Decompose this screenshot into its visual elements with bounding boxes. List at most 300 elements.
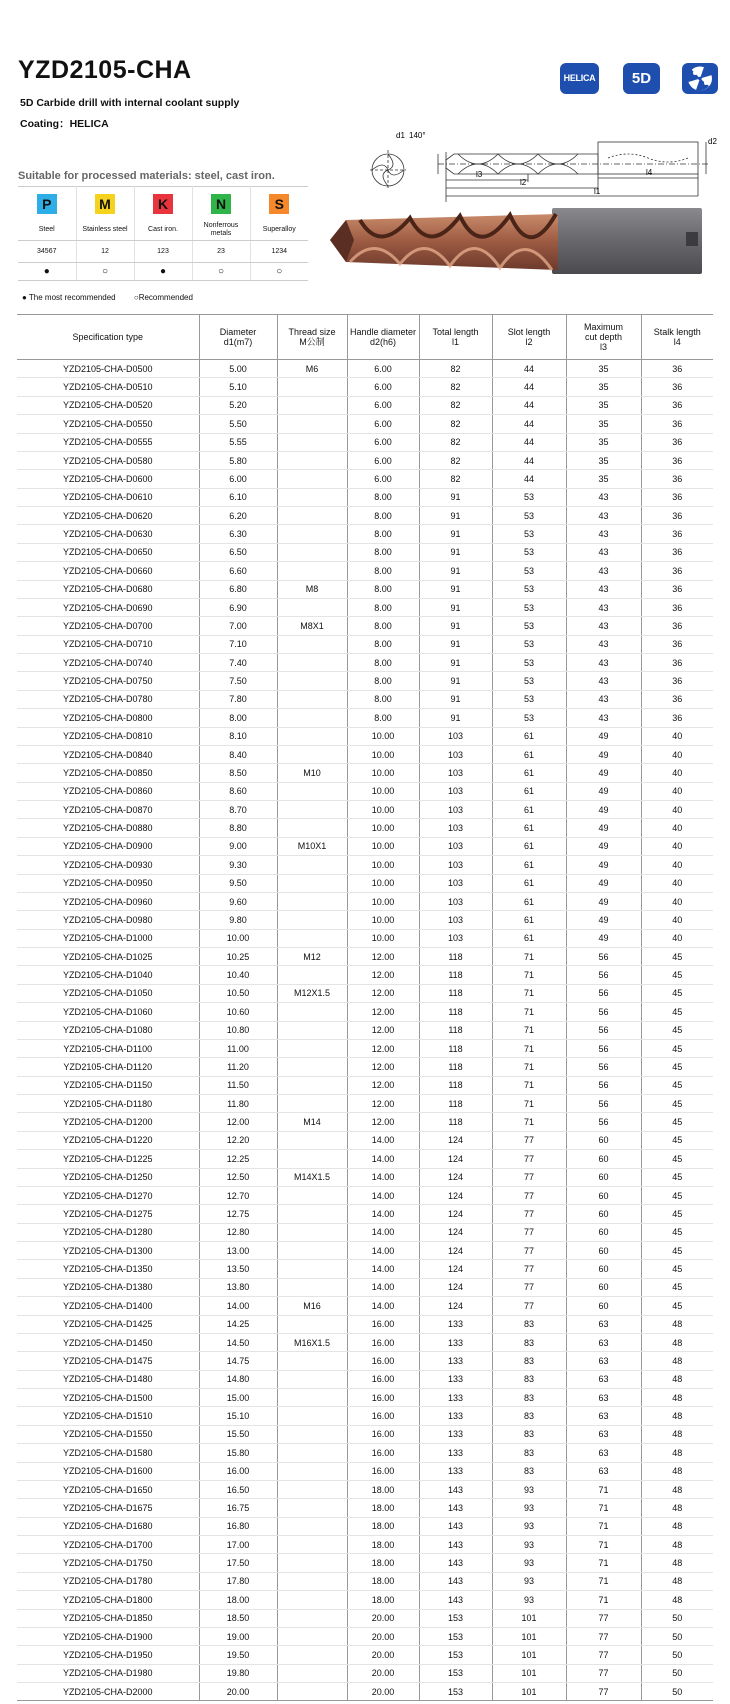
table-cell: 36 bbox=[641, 360, 713, 378]
table-cell: 6.00 bbox=[199, 470, 277, 488]
table-cell: 48 bbox=[641, 1536, 713, 1554]
table-cell: 10.00 bbox=[347, 801, 419, 819]
table-cell: YZD2105-CHA-D1750 bbox=[17, 1554, 199, 1572]
table-cell: YZD2105-CHA-D0810 bbox=[17, 727, 199, 745]
table-cell: 53 bbox=[492, 709, 566, 727]
table-cell: 71 bbox=[566, 1536, 641, 1554]
table-cell: 12.25 bbox=[199, 1150, 277, 1168]
table-cell: 153 bbox=[419, 1646, 492, 1664]
table-cell: 40 bbox=[641, 801, 713, 819]
product-subtitle: 5D Carbide drill with internal coolant supply bbox=[20, 97, 240, 109]
table-cell: 8.80 bbox=[199, 819, 277, 837]
table-cell bbox=[277, 1627, 347, 1645]
table-row bbox=[17, 1370, 713, 1388]
table-cell: M8X1 bbox=[277, 617, 347, 635]
table-cell: 48 bbox=[641, 1370, 713, 1388]
diagram-label-d1: d1 bbox=[396, 131, 405, 140]
material-p-cell bbox=[18, 187, 76, 221]
table-cell: 8.70 bbox=[199, 801, 277, 819]
table-cell: 18.50 bbox=[199, 1609, 277, 1627]
table-cell: 44 bbox=[492, 415, 566, 433]
table-cell: 10.00 bbox=[347, 856, 419, 874]
material-letter-badge: N bbox=[211, 194, 231, 214]
table-cell: 19.00 bbox=[199, 1627, 277, 1645]
table-cell: 91 bbox=[419, 635, 492, 653]
table-cell bbox=[277, 1352, 347, 1370]
table-cell: 133 bbox=[419, 1444, 492, 1462]
table-cell: 93 bbox=[492, 1517, 566, 1535]
table-cell: 18.00 bbox=[347, 1572, 419, 1590]
table-cell: 153 bbox=[419, 1683, 492, 1701]
table-cell bbox=[277, 745, 347, 763]
table-cell bbox=[277, 1444, 347, 1462]
table-cell: 71 bbox=[566, 1554, 641, 1572]
table-cell: 53 bbox=[492, 690, 566, 708]
table-cell: 71 bbox=[566, 1517, 641, 1535]
table-cell: 49 bbox=[566, 782, 641, 800]
table-cell: YZD2105-CHA-D0660 bbox=[17, 562, 199, 580]
table-cell: 6.00 bbox=[347, 451, 419, 469]
table-cell: 6.20 bbox=[199, 507, 277, 525]
table-row bbox=[17, 1389, 713, 1407]
table-cell: YZD2105-CHA-D0930 bbox=[17, 856, 199, 874]
table-cell: 6.00 bbox=[347, 415, 419, 433]
table-cell: 71 bbox=[492, 966, 566, 984]
table-cell: 16.00 bbox=[347, 1352, 419, 1370]
table-cell bbox=[277, 1223, 347, 1241]
table-cell: 20.00 bbox=[347, 1664, 419, 1682]
table-row bbox=[17, 690, 713, 708]
table-cell: 44 bbox=[492, 378, 566, 396]
table-cell: 20.00 bbox=[347, 1627, 419, 1645]
table-cell: 71 bbox=[492, 984, 566, 1002]
table-cell: 56 bbox=[566, 1021, 641, 1039]
table-cell: YZD2105-CHA-D0690 bbox=[17, 598, 199, 616]
table-cell: M10 bbox=[277, 764, 347, 782]
table-cell: 36 bbox=[641, 488, 713, 506]
table-cell: 91 bbox=[419, 598, 492, 616]
table-cell: 14.00 bbox=[347, 1278, 419, 1296]
table-cell: M16X1.5 bbox=[277, 1333, 347, 1351]
table-cell: 61 bbox=[492, 819, 566, 837]
table-cell: 44 bbox=[492, 396, 566, 414]
table-row bbox=[17, 507, 713, 525]
table-cell: 60 bbox=[566, 1131, 641, 1149]
table-cell bbox=[277, 801, 347, 819]
table-cell: 118 bbox=[419, 1113, 492, 1131]
table-cell bbox=[277, 690, 347, 708]
table-cell: 18.00 bbox=[199, 1591, 277, 1609]
table-cell: YZD2105-CHA-D1050 bbox=[17, 984, 199, 1002]
table-cell: 40 bbox=[641, 874, 713, 892]
table-cell: 18.00 bbox=[347, 1591, 419, 1609]
table-cell: 15.10 bbox=[199, 1407, 277, 1425]
table-row bbox=[17, 1150, 713, 1168]
legend-recommended: ○Recommended bbox=[133, 293, 193, 302]
table-row bbox=[17, 378, 713, 396]
table-cell: 16.00 bbox=[347, 1333, 419, 1351]
material-name: Cast iron. bbox=[134, 221, 192, 241]
table-cell: 103 bbox=[419, 727, 492, 745]
table-row bbox=[17, 1260, 713, 1278]
table-cell bbox=[277, 507, 347, 525]
table-cell bbox=[277, 1370, 347, 1388]
table-row bbox=[17, 1039, 713, 1057]
column-header: Thread size M公制 bbox=[277, 315, 347, 360]
table-row bbox=[17, 1297, 713, 1315]
column-header: Specification type bbox=[17, 315, 199, 360]
table-cell: 91 bbox=[419, 580, 492, 598]
material-grades: 1234 bbox=[250, 241, 308, 263]
table-cell: 83 bbox=[492, 1425, 566, 1443]
table-cell bbox=[277, 543, 347, 561]
table-cell: 101 bbox=[492, 1683, 566, 1701]
table-cell: 60 bbox=[566, 1186, 641, 1204]
table-cell: 12.00 bbox=[347, 1058, 419, 1076]
table-cell: 60 bbox=[566, 1242, 641, 1260]
materials-table bbox=[18, 186, 308, 281]
table-cell: 77 bbox=[566, 1683, 641, 1701]
diagram-label-l1: l1 bbox=[594, 187, 601, 196]
diagram-label-l4: l4 bbox=[646, 168, 653, 177]
table-cell: 10.60 bbox=[199, 1003, 277, 1021]
table-cell: 63 bbox=[566, 1389, 641, 1407]
table-cell bbox=[277, 562, 347, 580]
material-recommendation-mark: ● bbox=[134, 263, 192, 281]
table-row bbox=[17, 1536, 713, 1554]
drill-cross-section bbox=[370, 150, 406, 190]
table-cell: 133 bbox=[419, 1407, 492, 1425]
table-cell: 91 bbox=[419, 690, 492, 708]
table-cell: YZD2105-CHA-D0500 bbox=[17, 360, 199, 378]
table-cell: 45 bbox=[641, 1076, 713, 1094]
table-cell: 77 bbox=[492, 1260, 566, 1278]
table-cell: YZD2105-CHA-D0870 bbox=[17, 801, 199, 819]
table-cell: 8.00 bbox=[347, 507, 419, 525]
table-cell: 49 bbox=[566, 745, 641, 763]
table-cell: 20.00 bbox=[347, 1683, 419, 1701]
table-row bbox=[17, 1462, 713, 1480]
table-cell: YZD2105-CHA-D0950 bbox=[17, 874, 199, 892]
table-cell bbox=[277, 782, 347, 800]
table-cell: 143 bbox=[419, 1554, 492, 1572]
table-cell: YZD2105-CHA-D1040 bbox=[17, 966, 199, 984]
table-cell: 56 bbox=[566, 1076, 641, 1094]
table-row bbox=[17, 1223, 713, 1241]
coolant-helix-icon bbox=[682, 63, 718, 94]
table-cell: 43 bbox=[566, 672, 641, 690]
table-cell: 48 bbox=[641, 1480, 713, 1498]
table-cell: 77 bbox=[492, 1223, 566, 1241]
table-cell: 5.80 bbox=[199, 451, 277, 469]
table-cell: 36 bbox=[641, 635, 713, 653]
table-cell: 93 bbox=[492, 1591, 566, 1609]
table-cell: 8.60 bbox=[199, 782, 277, 800]
table-cell bbox=[277, 1278, 347, 1296]
table-cell: YZD2105-CHA-D0900 bbox=[17, 837, 199, 855]
table-cell: 6.30 bbox=[199, 525, 277, 543]
table-cell: 43 bbox=[566, 488, 641, 506]
table-row bbox=[17, 1205, 713, 1223]
table-cell: 8.00 bbox=[347, 709, 419, 727]
table-row bbox=[17, 1664, 713, 1682]
table-cell: 18.00 bbox=[347, 1480, 419, 1498]
table-cell: 50 bbox=[641, 1683, 713, 1701]
table-cell: 14.80 bbox=[199, 1370, 277, 1388]
table-cell: 40 bbox=[641, 892, 713, 910]
table-cell: 10.00 bbox=[199, 929, 277, 947]
table-cell: 77 bbox=[492, 1205, 566, 1223]
table-cell: 61 bbox=[492, 764, 566, 782]
table-cell: 15.80 bbox=[199, 1444, 277, 1462]
table-cell: 8.00 bbox=[347, 617, 419, 635]
table-cell: 48 bbox=[641, 1517, 713, 1535]
table-cell bbox=[277, 892, 347, 910]
table-cell: 101 bbox=[492, 1646, 566, 1664]
table-row bbox=[17, 1572, 713, 1590]
table-cell: 10.00 bbox=[347, 764, 419, 782]
table-cell: 63 bbox=[566, 1462, 641, 1480]
table-cell: 49 bbox=[566, 837, 641, 855]
table-cell: 93 bbox=[492, 1554, 566, 1572]
table-cell: 12.00 bbox=[347, 984, 419, 1002]
table-cell: 45 bbox=[641, 1058, 713, 1076]
table-cell: 118 bbox=[419, 1021, 492, 1039]
table-row bbox=[17, 543, 713, 561]
table-row bbox=[17, 745, 713, 763]
table-cell: 133 bbox=[419, 1370, 492, 1388]
table-cell: 45 bbox=[641, 1205, 713, 1223]
table-cell: 118 bbox=[419, 1039, 492, 1057]
table-cell: 14.00 bbox=[347, 1223, 419, 1241]
table-cell: 8.00 bbox=[347, 543, 419, 561]
table-cell: 60 bbox=[566, 1168, 641, 1186]
table-cell: 13.50 bbox=[199, 1260, 277, 1278]
table-cell: 12.00 bbox=[347, 966, 419, 984]
materials-heading: Suitable for processed materials: steel, cast iron. bbox=[18, 170, 275, 182]
table-cell: 43 bbox=[566, 580, 641, 598]
material-recommendation-mark: ○ bbox=[250, 263, 308, 281]
table-cell: 61 bbox=[492, 727, 566, 745]
table-cell: 16.75 bbox=[199, 1499, 277, 1517]
table-cell: 6.80 bbox=[199, 580, 277, 598]
table-row bbox=[17, 562, 713, 580]
table-row bbox=[17, 929, 713, 947]
table-cell: YZD2105-CHA-D0710 bbox=[17, 635, 199, 653]
table-cell: YZD2105-CHA-D0800 bbox=[17, 709, 199, 727]
table-row bbox=[17, 966, 713, 984]
table-cell: 48 bbox=[641, 1462, 713, 1480]
table-row bbox=[17, 415, 713, 433]
table-cell: 83 bbox=[492, 1370, 566, 1388]
column-header: Handle diameter d2(h6) bbox=[347, 315, 419, 360]
table-cell: YZD2105-CHA-D1025 bbox=[17, 948, 199, 966]
table-cell: 48 bbox=[641, 1407, 713, 1425]
table-cell: 12.00 bbox=[347, 1095, 419, 1113]
table-cell: 8.00 bbox=[347, 635, 419, 653]
table-cell: 17.80 bbox=[199, 1572, 277, 1590]
table-cell: 20.00 bbox=[199, 1683, 277, 1701]
table-cell: 45 bbox=[641, 1242, 713, 1260]
table-cell: YZD2105-CHA-D0650 bbox=[17, 543, 199, 561]
table-cell: 91 bbox=[419, 543, 492, 561]
table-cell: 91 bbox=[419, 488, 492, 506]
table-cell: YZD2105-CHA-D1550 bbox=[17, 1425, 199, 1443]
table-row bbox=[17, 1003, 713, 1021]
table-cell: 101 bbox=[492, 1609, 566, 1627]
table-cell: 53 bbox=[492, 617, 566, 635]
table-cell: YZD2105-CHA-D0630 bbox=[17, 525, 199, 543]
table-cell: 153 bbox=[419, 1627, 492, 1645]
table-cell: YZD2105-CHA-D0960 bbox=[17, 892, 199, 910]
table-cell: 40 bbox=[641, 856, 713, 874]
table-cell: 82 bbox=[419, 378, 492, 396]
table-cell: YZD2105-CHA-D0610 bbox=[17, 488, 199, 506]
table-cell bbox=[277, 1609, 347, 1627]
table-cell: YZD2105-CHA-D1400 bbox=[17, 1297, 199, 1315]
material-name: Stainless steel bbox=[76, 221, 134, 241]
table-row bbox=[17, 1168, 713, 1186]
material-k-cell bbox=[134, 187, 192, 221]
table-cell: 71 bbox=[492, 1058, 566, 1076]
table-cell: 48 bbox=[641, 1425, 713, 1443]
table-cell: 101 bbox=[492, 1627, 566, 1645]
table-cell: M10X1 bbox=[277, 837, 347, 855]
table-cell: 77 bbox=[492, 1150, 566, 1168]
table-cell: 5.10 bbox=[199, 378, 277, 396]
table-cell: 14.00 bbox=[347, 1150, 419, 1168]
table-cell: 12.50 bbox=[199, 1168, 277, 1186]
table-cell: 40 bbox=[641, 727, 713, 745]
table-cell: 77 bbox=[492, 1168, 566, 1186]
table-cell: 124 bbox=[419, 1131, 492, 1149]
table-cell: 36 bbox=[641, 415, 713, 433]
table-cell bbox=[277, 856, 347, 874]
table-cell: 35 bbox=[566, 378, 641, 396]
table-cell: 10.00 bbox=[347, 745, 419, 763]
table-cell: 45 bbox=[641, 1131, 713, 1149]
table-cell bbox=[277, 1389, 347, 1407]
table-cell: M12X1.5 bbox=[277, 984, 347, 1002]
table-cell: 40 bbox=[641, 782, 713, 800]
table-cell: 77 bbox=[566, 1646, 641, 1664]
table-cell: YZD2105-CHA-D1300 bbox=[17, 1242, 199, 1260]
table-cell: 10.00 bbox=[347, 782, 419, 800]
table-row bbox=[17, 617, 713, 635]
table-cell: 53 bbox=[492, 580, 566, 598]
table-cell bbox=[277, 1407, 347, 1425]
table-row bbox=[17, 1554, 713, 1572]
column-header: Maximum cut depth l3 bbox=[566, 315, 641, 360]
table-row bbox=[17, 672, 713, 690]
table-cell: YZD2105-CHA-D0510 bbox=[17, 378, 199, 396]
table-cell: YZD2105-CHA-D0850 bbox=[17, 764, 199, 782]
table-cell: 16.50 bbox=[199, 1480, 277, 1498]
table-cell: 118 bbox=[419, 984, 492, 1002]
table-row bbox=[17, 1278, 713, 1296]
table-row bbox=[17, 874, 713, 892]
table-cell: 71 bbox=[566, 1591, 641, 1609]
table-cell: 40 bbox=[641, 911, 713, 929]
table-cell: YZD2105-CHA-D0880 bbox=[17, 819, 199, 837]
material-letter-badge: P bbox=[37, 194, 57, 214]
table-cell: YZD2105-CHA-D1780 bbox=[17, 1572, 199, 1590]
table-cell: 124 bbox=[419, 1242, 492, 1260]
table-row bbox=[17, 1242, 713, 1260]
table-cell: 11.50 bbox=[199, 1076, 277, 1094]
table-cell bbox=[277, 415, 347, 433]
table-cell: 118 bbox=[419, 1003, 492, 1021]
table-cell bbox=[277, 635, 347, 653]
table-row bbox=[17, 948, 713, 966]
table-cell: 16.00 bbox=[347, 1462, 419, 1480]
material-recommendation-mark: ○ bbox=[76, 263, 134, 281]
table-cell: 83 bbox=[492, 1444, 566, 1462]
table-cell: 8.50 bbox=[199, 764, 277, 782]
table-cell: 36 bbox=[641, 617, 713, 635]
table-cell bbox=[277, 874, 347, 892]
table-cell bbox=[277, 1646, 347, 1664]
table-cell: YZD2105-CHA-D1850 bbox=[17, 1609, 199, 1627]
table-cell: 91 bbox=[419, 617, 492, 635]
table-cell bbox=[277, 1462, 347, 1480]
table-cell: 36 bbox=[641, 580, 713, 598]
table-row bbox=[17, 1407, 713, 1425]
table-cell: 103 bbox=[419, 819, 492, 837]
table-cell: 16.00 bbox=[199, 1462, 277, 1480]
table-cell: 49 bbox=[566, 892, 641, 910]
table-cell: 124 bbox=[419, 1205, 492, 1223]
table-cell: 71 bbox=[492, 1113, 566, 1131]
table-cell bbox=[277, 1425, 347, 1443]
table-row bbox=[17, 1315, 713, 1333]
table-row bbox=[17, 892, 713, 910]
table-cell: 53 bbox=[492, 598, 566, 616]
table-cell: 103 bbox=[419, 782, 492, 800]
table-row bbox=[17, 984, 713, 1002]
table-cell: 16.00 bbox=[347, 1389, 419, 1407]
table-cell bbox=[277, 598, 347, 616]
table-cell: 20.00 bbox=[347, 1646, 419, 1664]
table-cell: 18.00 bbox=[347, 1536, 419, 1554]
table-cell: 143 bbox=[419, 1572, 492, 1590]
table-cell bbox=[277, 911, 347, 929]
table-cell: 118 bbox=[419, 1058, 492, 1076]
table-row bbox=[17, 360, 713, 378]
table-row bbox=[17, 525, 713, 543]
table-cell: 53 bbox=[492, 507, 566, 525]
table-cell: 77 bbox=[492, 1186, 566, 1204]
material-letter-badge: S bbox=[269, 194, 289, 214]
table-cell: 8.40 bbox=[199, 745, 277, 763]
table-row bbox=[17, 1113, 713, 1131]
table-row bbox=[17, 782, 713, 800]
table-cell: YZD2105-CHA-D0700 bbox=[17, 617, 199, 635]
table-cell: 45 bbox=[641, 948, 713, 966]
table-cell: 17.50 bbox=[199, 1554, 277, 1572]
table-cell: 49 bbox=[566, 801, 641, 819]
table-cell: 61 bbox=[492, 874, 566, 892]
table-row bbox=[17, 709, 713, 727]
table-cell: 40 bbox=[641, 764, 713, 782]
table-cell: 16.00 bbox=[347, 1444, 419, 1462]
table-cell: YZD2105-CHA-D0860 bbox=[17, 782, 199, 800]
table-cell: M6 bbox=[277, 360, 347, 378]
table-cell: 12.75 bbox=[199, 1205, 277, 1223]
table-cell: YZD2105-CHA-D1060 bbox=[17, 1003, 199, 1021]
table-cell: 133 bbox=[419, 1389, 492, 1407]
table-cell: YZD2105-CHA-D0980 bbox=[17, 911, 199, 929]
